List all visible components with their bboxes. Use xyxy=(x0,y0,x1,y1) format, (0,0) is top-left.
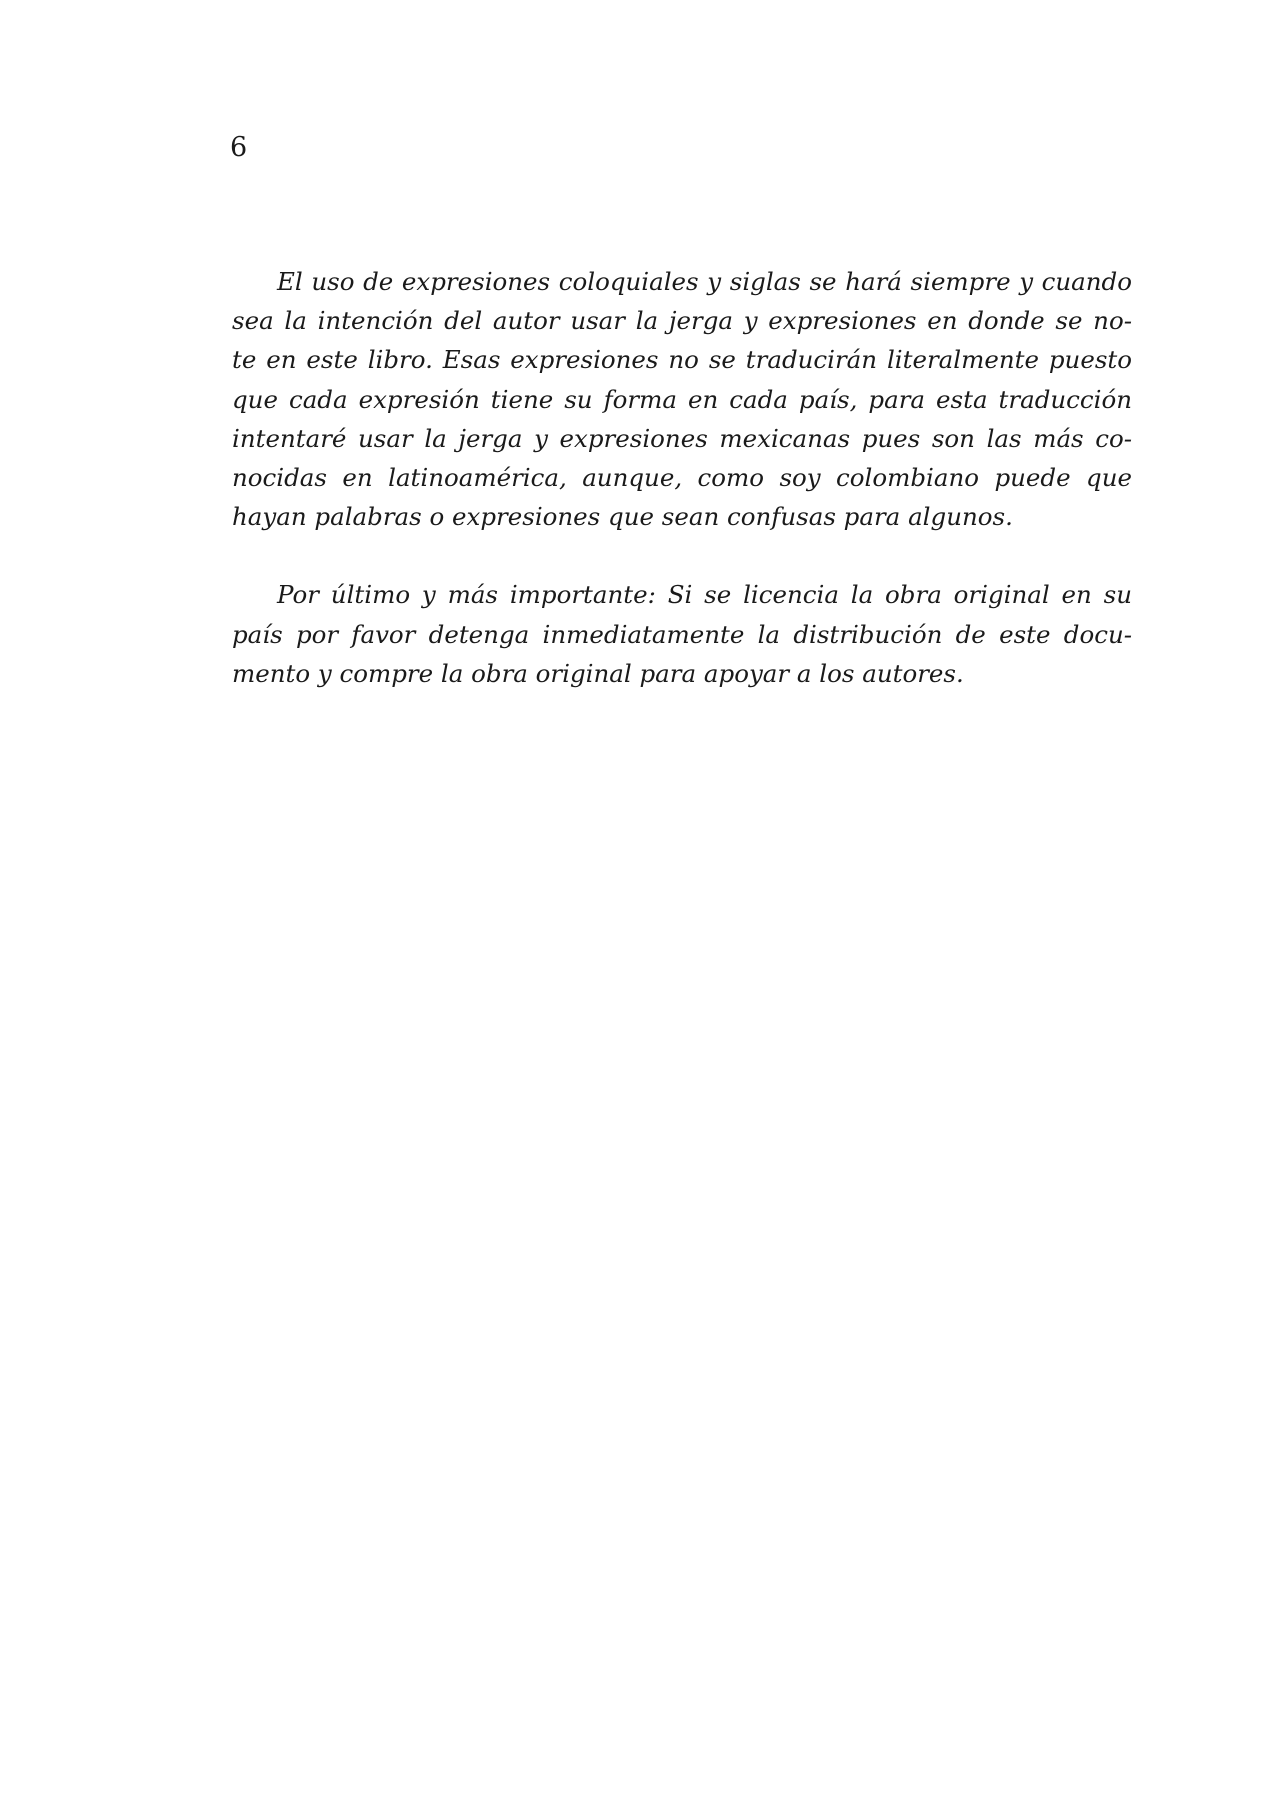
paragraph-line: intentaré usar la jerga y expresiones mexicanas pues son las más co- xyxy=(232,423,1132,453)
paragraph-line: que cada expresión tiene su forma en cada país, para esta traducción xyxy=(232,384,1132,414)
paragraph-usage-of-expressions xyxy=(232,262,1132,536)
paragraph-line: El uso de expresiones coloquiales y siglas se hará siempre y cuando xyxy=(277,267,1132,296)
paragraph-line: hayan palabras o expresiones que sean confusas para algunos. xyxy=(232,502,1013,532)
body-text xyxy=(232,262,1132,693)
paragraph-license-notice xyxy=(232,575,1132,693)
paragraph-line: te en este libro. Esas expresiones no se traducirán literalmente puesto xyxy=(232,345,1132,375)
paragraph-line: sea la intención del autor usar la jerga y expresiones en donde se no- xyxy=(232,306,1132,336)
paragraph-line: mento y compre la obra original para apoyar a los autores. xyxy=(232,658,964,688)
paragraph-line: Por último y más importante: Si se licencia la obra original en su xyxy=(277,580,1132,610)
page-number: 6 xyxy=(230,132,248,163)
paragraph-line: país por favor detenga inmediatamente la distribución de este docu- xyxy=(232,619,1132,649)
paragraph-line: nocidas en latinoamérica, aunque, como soy colombiano puede que xyxy=(232,463,1132,493)
